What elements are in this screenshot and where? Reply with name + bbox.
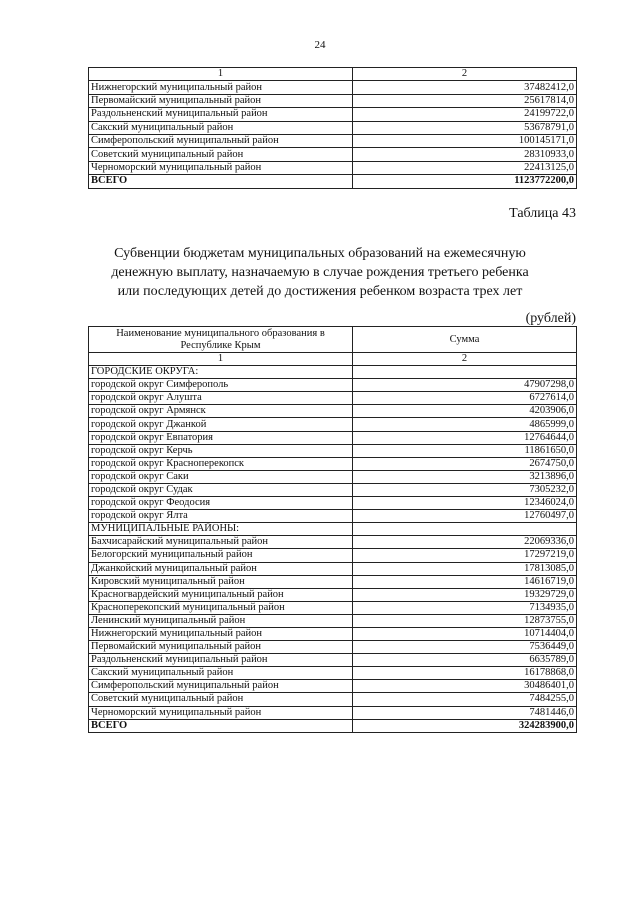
- table-row: [89, 121, 577, 134]
- table-row: [89, 693, 577, 706]
- column-number-row: [89, 353, 577, 366]
- table-row: [89, 536, 577, 549]
- amount-value: 100145171,0: [353, 134, 577, 147]
- amount-value: 17813085,0: [353, 562, 577, 575]
- amount-value: 6727614,0: [353, 392, 577, 405]
- table-row: [89, 575, 577, 588]
- total-label: ВСЕГО: [89, 719, 353, 732]
- table-row: [89, 108, 577, 121]
- district-name: Раздольненский муниципальный район: [89, 108, 353, 121]
- table-row: [89, 654, 577, 667]
- amount-value: 4865999,0: [353, 418, 577, 431]
- amount-value: 28310933,0: [353, 148, 577, 161]
- section-title: ГОРОДСКИЕ ОКРУГА:: [89, 366, 353, 379]
- table-row: [89, 497, 577, 510]
- municipality-name: городской округ Красноперекопск: [89, 457, 353, 470]
- table-row: [89, 483, 577, 496]
- table-row: [89, 418, 577, 431]
- section-row: [89, 523, 577, 536]
- total-value: 324283900,0: [353, 719, 577, 732]
- amount-value: 17297219,0: [353, 549, 577, 562]
- table-row: [89, 470, 577, 483]
- table-row: [89, 379, 577, 392]
- table-row: [89, 680, 577, 693]
- amount-value: 37482412,0: [353, 81, 577, 94]
- amount-value: 30486401,0: [353, 680, 577, 693]
- amount-value: 7536449,0: [353, 641, 577, 654]
- amount-value: 2674750,0: [353, 457, 577, 470]
- continued-table: [88, 67, 577, 189]
- municipality-name: городской округ Саки: [89, 470, 353, 483]
- section-title: МУНИЦИПАЛЬНЫЕ РАЙОНЫ:: [89, 523, 353, 536]
- table-row: [89, 444, 577, 457]
- column-number-cell: 1: [89, 353, 353, 366]
- table-row: [89, 614, 577, 627]
- amount-value: 7305232,0: [353, 483, 577, 496]
- municipality-name: городской округ Армянск: [89, 405, 353, 418]
- amount-value: 53678791,0: [353, 121, 577, 134]
- table-row: [89, 134, 577, 147]
- municipality-name: Ленинский муниципальный район: [89, 614, 353, 627]
- table-row: [89, 148, 577, 161]
- municipality-name: Бахчисарайский муниципальный район: [89, 536, 353, 549]
- heading-line: денежную выплату, назначаемую в случае рождения третьего ребенка: [111, 265, 529, 280]
- municipality-name: Белогорский муниципальный район: [89, 549, 353, 562]
- district-name: Советский муниципальный район: [89, 148, 353, 161]
- municipality-name: Красноперекопский муниципальный район: [89, 601, 353, 614]
- table-row: [89, 627, 577, 640]
- heading-line: или последующих детей до достижения ребенком возраста трех лет: [117, 284, 523, 299]
- units-label: (рублей): [525, 311, 576, 326]
- header-sum-column: Сумма: [353, 327, 577, 353]
- amount-value: 11861650,0: [353, 444, 577, 457]
- municipality-name: городской округ Ялта: [89, 510, 353, 523]
- amount-value: 7481446,0: [353, 706, 577, 719]
- subsidy-table: [88, 326, 577, 733]
- table-row: [89, 549, 577, 562]
- municipality-name: Нижнегорский муниципальный район: [89, 627, 353, 640]
- total-row: [89, 719, 577, 732]
- heading-line: Субвенции бюджетам муниципальных образований на ежемесячную: [114, 246, 526, 261]
- table-row: [89, 601, 577, 614]
- table-heading: [0, 244, 640, 301]
- amount-value: 10714404,0: [353, 627, 577, 640]
- table-row: [89, 667, 577, 680]
- section-empty-cell: [353, 366, 577, 379]
- amount-value: 7484255,0: [353, 693, 577, 706]
- total-value: 1123772200,0: [353, 175, 577, 188]
- district-name: Первомайский муниципальный район: [89, 94, 353, 107]
- table-label: Таблица 43: [509, 206, 576, 221]
- table-row: [89, 706, 577, 719]
- municipality-name: Черноморский муниципальный район: [89, 706, 353, 719]
- table-row: [89, 510, 577, 523]
- amount-value: 22413125,0: [353, 161, 577, 174]
- municipality-name: городской округ Судак: [89, 483, 353, 496]
- amount-value: 19329729,0: [353, 588, 577, 601]
- table-row: [89, 94, 577, 107]
- municipality-name: Советский муниципальный район: [89, 693, 353, 706]
- municipality-name: городской округ Симферополь: [89, 379, 353, 392]
- section-empty-cell: [353, 523, 577, 536]
- table-row: [89, 641, 577, 654]
- municipality-name: Сакский муниципальный район: [89, 667, 353, 680]
- district-name: Черноморский муниципальный район: [89, 161, 353, 174]
- column-number-row: [89, 68, 577, 81]
- amount-value: 6635789,0: [353, 654, 577, 667]
- amount-value: 14616719,0: [353, 575, 577, 588]
- table-row: [89, 431, 577, 444]
- municipality-name: Раздольненский муниципальный район: [89, 654, 353, 667]
- district-name: Симферопольский муниципальный район: [89, 134, 353, 147]
- amount-value: 12764644,0: [353, 431, 577, 444]
- table-row: [89, 161, 577, 174]
- column-number-cell: 1: [89, 68, 353, 81]
- amount-value: 22069336,0: [353, 536, 577, 549]
- column-number-cell: 2: [353, 353, 577, 366]
- table-row: [89, 588, 577, 601]
- table-row: [89, 392, 577, 405]
- municipality-name: городской округ Феодосия: [89, 497, 353, 510]
- municipality-name: Симферопольский муниципальный район: [89, 680, 353, 693]
- amount-value: 12346024,0: [353, 497, 577, 510]
- table-row: [89, 457, 577, 470]
- amount-value: 16178868,0: [353, 667, 577, 680]
- amount-value: 12873755,0: [353, 614, 577, 627]
- total-row: [89, 175, 577, 188]
- municipality-name: Красногвардейский муниципальный район: [89, 588, 353, 601]
- column-number-cell: 2: [353, 68, 577, 81]
- total-label: ВСЕГО: [89, 175, 353, 188]
- page-number: 24: [314, 39, 326, 51]
- municipality-name: городской округ Керчь: [89, 444, 353, 457]
- amount-value: 7134935,0: [353, 601, 577, 614]
- amount-value: 4203906,0: [353, 405, 577, 418]
- table-row: [89, 562, 577, 575]
- municipality-name: Кировский муниципальный район: [89, 575, 353, 588]
- district-name: Нижнегорский муниципальный район: [89, 81, 353, 94]
- municipality-name: городской округ Алушта: [89, 392, 353, 405]
- amount-value: 24199722,0: [353, 108, 577, 121]
- municipality-name: городской округ Евпатория: [89, 431, 353, 444]
- header-name-column: Наименование муниципального образования в Республике Крым: [89, 327, 353, 353]
- municipality-name: городской округ Джанкой: [89, 418, 353, 431]
- table-row: [89, 81, 577, 94]
- district-name: Сакский муниципальный район: [89, 121, 353, 134]
- section-row: [89, 366, 577, 379]
- table-row: [89, 405, 577, 418]
- amount-value: 3213896,0: [353, 470, 577, 483]
- municipality-name: Первомайский муниципальный район: [89, 641, 353, 654]
- amount-value: 25617814,0: [353, 94, 577, 107]
- amount-value: 12760497,0: [353, 510, 577, 523]
- amount-value: 47907298,0: [353, 379, 577, 392]
- header-row: [89, 327, 577, 353]
- municipality-name: Джанкойский муниципальный район: [89, 562, 353, 575]
